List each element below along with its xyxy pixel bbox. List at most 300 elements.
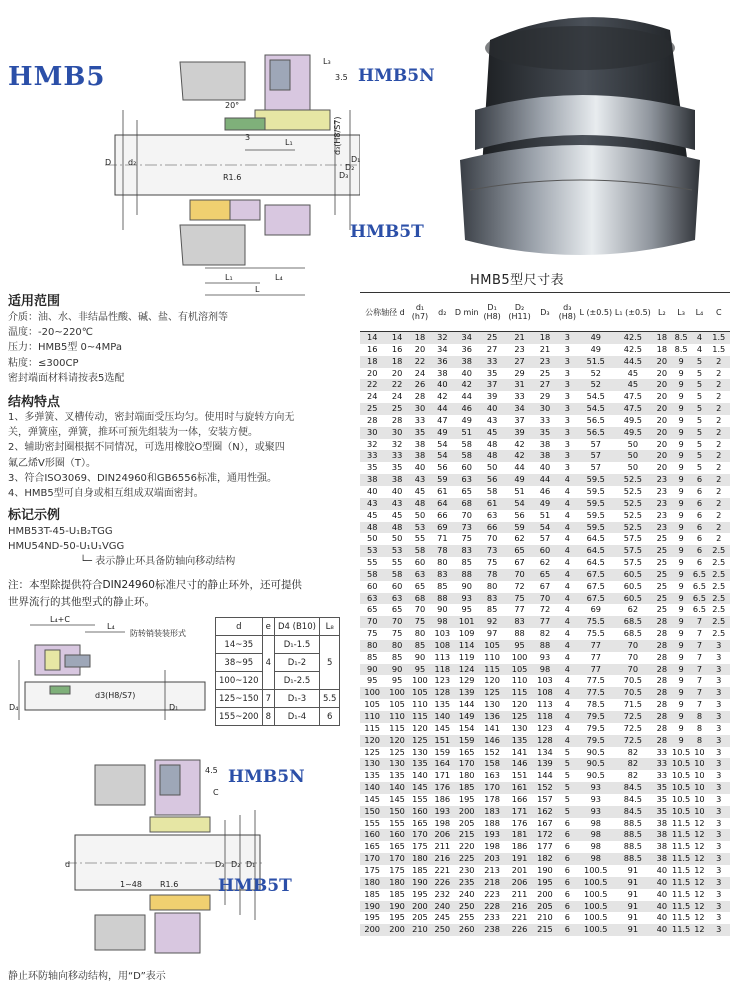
table-cell: 145 (384, 794, 409, 806)
table-cell: 59.5 (579, 474, 614, 486)
table-cell: 9 (671, 391, 691, 403)
table-row (360, 841, 730, 853)
table-cell: 6 (691, 557, 707, 569)
table-cell: 3 (708, 687, 730, 699)
table-cell: 6 (556, 889, 578, 901)
table-cell: 4 (556, 474, 578, 486)
table-row (360, 403, 730, 415)
table-cell: 50 (384, 533, 409, 545)
table-cell: 33 (479, 356, 505, 368)
table-cell: 3 (708, 747, 730, 759)
d3-small-label: d3(H8/S7) (95, 691, 136, 700)
table-cell: 88.5 (613, 818, 653, 830)
table-cell: 11.5 (672, 912, 691, 923)
table-cell: 90 (455, 581, 479, 593)
table-cell: 75 (360, 628, 384, 640)
table-cell: 100.5 (579, 901, 614, 913)
table-cell: 6.5 (692, 592, 706, 603)
table-cell: 38 (653, 829, 671, 841)
table-cell: 233 (479, 912, 505, 924)
table-cell: 216 (430, 853, 454, 865)
table-row (360, 687, 730, 699)
table-cell: 62 (613, 604, 653, 616)
table-cell: 54.5 (579, 403, 614, 415)
table-cell: 216 (505, 901, 533, 913)
table-cell: 6 (556, 865, 578, 877)
deg20-label: 20° (225, 101, 240, 110)
table-cell: 64.5 (579, 557, 614, 569)
table-cell: 9 (671, 569, 691, 581)
table-cell: 77 (534, 616, 556, 628)
table-cell: 25 (534, 368, 556, 380)
table-cell: 98 (579, 829, 614, 841)
table-row (360, 498, 730, 510)
d1-bottom-label: D₁ (246, 860, 256, 869)
table-cell: 72.5 (613, 711, 653, 723)
table-cell: 154 (455, 723, 479, 735)
table-cell: 44 (534, 474, 556, 486)
table-cell: 178 (479, 794, 505, 806)
table-cell: 221 (430, 865, 454, 877)
table-cell: 40 (430, 379, 454, 391)
table-cell: 22 (360, 379, 384, 391)
table-cell: 134 (534, 747, 556, 759)
table-cell: 120 (360, 735, 384, 747)
scope-lines (8, 310, 228, 386)
table-cell: 33 (410, 415, 430, 427)
table-cell: 7 (691, 699, 707, 711)
table-cell: 3 (556, 356, 578, 368)
table-cell: 260 (455, 924, 479, 936)
table-cell: 123 (430, 675, 454, 687)
table-cell: 10 (691, 758, 707, 770)
table-cell: 80 (410, 628, 430, 640)
table-cell: 190 (410, 877, 430, 889)
table-cell: 4 (556, 616, 578, 628)
table-row (360, 675, 730, 687)
table-cell: 65 (534, 569, 556, 581)
table-cell: 29 (534, 391, 556, 403)
d-label: D (105, 158, 112, 167)
table-cell: 20 (653, 462, 671, 474)
table-row (360, 723, 730, 735)
table-cell: 77 (505, 604, 533, 616)
table-cell: 20 (360, 368, 384, 380)
table-cell: 155 (384, 818, 409, 830)
size-table-header (360, 293, 730, 332)
table-cell: 82 (613, 758, 653, 770)
table-cell: 9 (671, 687, 691, 699)
table-cell: 77.5 (579, 687, 614, 699)
table-cell: 140 (384, 782, 409, 794)
table-cell: 105 (505, 664, 533, 676)
table-cell: 5 (691, 368, 707, 380)
table-cell: 18 (653, 344, 671, 356)
table-cell: 95 (410, 664, 430, 676)
table-cell: 198 (479, 841, 505, 853)
table-cell: 160 (360, 829, 384, 841)
table-row (360, 616, 730, 628)
table-cell: 28 (653, 735, 671, 747)
table-cell: 70 (534, 593, 556, 605)
table-cell: 66 (479, 522, 505, 534)
table-cell: 56.5 (579, 415, 614, 427)
table-cell: 16 (384, 344, 409, 356)
table-cell: 22 (410, 356, 430, 368)
th-l4: L₄ (691, 293, 707, 332)
table-cell: 57 (534, 533, 556, 545)
table-cell: 3 (556, 379, 578, 391)
table-cell: 180 (384, 877, 409, 889)
table-cell: 70 (455, 510, 479, 522)
table-cell: 95 (505, 640, 533, 652)
table-cell: 2 (708, 450, 730, 462)
table-row (360, 486, 730, 498)
table-cell: 4 (556, 711, 578, 723)
table-cell: 24 (384, 391, 409, 403)
table-cell: 52.5 (613, 522, 653, 534)
table-cell: 90.5 (579, 770, 614, 782)
table-cell: 100 (505, 652, 533, 664)
table-row (360, 794, 730, 806)
table-cell: 2 (708, 439, 730, 451)
table-cell: 3 (708, 853, 730, 865)
table-cell: 38 (653, 818, 671, 830)
l4-label: L₄ (275, 273, 283, 282)
table-cell: 115 (360, 723, 384, 735)
table-cell: 3 (708, 841, 730, 853)
table-cell: 69 (430, 522, 454, 534)
small-th-d4: D4 (B10) (275, 618, 320, 636)
table-cell: 75.5 (579, 628, 614, 640)
table-cell: 3 (556, 427, 578, 439)
table-cell: 5 (691, 462, 707, 474)
table-cell: 175 (410, 841, 430, 853)
table-cell: 150 (384, 806, 409, 818)
table-cell: 4 (556, 486, 578, 498)
table-row (360, 865, 730, 877)
table-cell: 40 (479, 403, 505, 415)
table-cell: 6.5 (692, 580, 706, 591)
table-cell: 12 (691, 889, 707, 901)
table-cell: 31 (505, 379, 533, 391)
table-cell: 6 (691, 522, 707, 534)
table-cell: 75 (410, 616, 430, 628)
table-cell: 3 (708, 865, 730, 877)
table-cell: 9 (671, 379, 691, 391)
table-cell: 4 (556, 557, 578, 569)
table-cell: 198 (430, 818, 454, 830)
table-cell: 163 (479, 770, 505, 782)
table-row (360, 545, 730, 557)
table-cell: 80 (384, 640, 409, 652)
table-cell: 201 (505, 865, 533, 877)
table-cell: 11.5 (672, 841, 691, 852)
scope-line: 温度：-20~220℃ (8, 327, 94, 339)
table-cell: 28 (360, 415, 384, 427)
feature-line: 4、HMB5型可自身或相互组成双端面密封。 (8, 488, 204, 500)
table-cell: 32 (430, 332, 454, 344)
table-cell: 67.5 (579, 593, 614, 605)
th-l3: L₃ (671, 293, 691, 332)
table-cell: 45 (360, 510, 384, 522)
table-cell: 91 (613, 865, 653, 877)
table-cell: 42.5 (613, 332, 653, 344)
table-cell: 46 (534, 486, 556, 498)
three-label: 3 (245, 133, 251, 142)
table-cell: 245 (430, 912, 454, 924)
table-cell: 113 (534, 699, 556, 711)
table-cell: 165 (455, 747, 479, 759)
table-cell: 70.5 (613, 675, 653, 687)
table-cell: 85 (360, 652, 384, 664)
table-cell: 78 (430, 545, 454, 557)
table-cell: 2.5 (708, 569, 730, 581)
table-cell: 95 (455, 604, 479, 616)
table-row (360, 593, 730, 605)
table-cell: 166 (505, 794, 533, 806)
table-cell: 35 (384, 462, 409, 474)
table-cell: 180 (360, 877, 384, 889)
table-cell: 3 (708, 699, 730, 711)
table-cell: 28 (653, 628, 671, 640)
table-cell: 42 (505, 439, 533, 451)
table-cell: 64.5 (579, 545, 614, 557)
table-cell: 60 (410, 557, 430, 569)
table-cell: 12 (691, 865, 707, 877)
table-cell: 125 (384, 747, 409, 759)
table-cell: 215 (455, 829, 479, 841)
table-cell: 159 (455, 735, 479, 747)
table-cell: 16 (360, 344, 384, 356)
table-cell: 2.5 (708, 557, 730, 569)
table-cell: 4 (556, 735, 578, 747)
table-cell: 90 (410, 652, 430, 664)
d4-small-label: D₄ (9, 703, 19, 712)
table-cell: 213 (479, 865, 505, 877)
th-l2: L₂ (653, 293, 671, 332)
table-cell: 10.5 (672, 746, 691, 757)
table-cell: 115 (384, 723, 409, 735)
table-cell: 155 (410, 794, 430, 806)
table-cell: 90.5 (579, 758, 614, 770)
table-cell: 10 (691, 806, 707, 818)
table-cell: 2.5 (708, 616, 730, 628)
table-cell: 51 (534, 510, 556, 522)
d3-label: D₃ (339, 171, 349, 180)
table-cell: 9 (671, 628, 691, 640)
table-cell: 51 (505, 486, 533, 498)
table-cell: 32 (384, 439, 409, 451)
table-cell: 6 (691, 510, 707, 522)
th-dmin: D min (455, 293, 479, 332)
table-cell: 135 (430, 699, 454, 711)
table-cell: 52.5 (613, 486, 653, 498)
table-cell: 80 (430, 557, 454, 569)
table-cell: 95 (360, 675, 384, 687)
table-cell: 68.5 (613, 616, 653, 628)
table-cell: 9 (671, 711, 691, 723)
table-cell: 9 (671, 664, 691, 676)
table-cell: 6 (556, 853, 578, 865)
table-row (360, 747, 730, 759)
th-c: C (708, 293, 730, 332)
variant-n-label: HMB5N (358, 66, 435, 86)
table-cell: 65 (505, 545, 533, 557)
d3-bottom-label: D₃ (215, 860, 225, 869)
table-cell: 150 (360, 806, 384, 818)
table-cell: 49 (430, 427, 454, 439)
table-cell: 8 (691, 723, 707, 735)
table-row (360, 557, 730, 569)
table-cell: 53 (384, 545, 409, 557)
table-cell: 42 (455, 379, 479, 391)
table-cell: 9 (671, 652, 691, 664)
table-cell: 7 (691, 687, 707, 699)
table-cell: 9 (671, 593, 691, 605)
table-cell: 2 (708, 403, 730, 415)
table-cell: 105 (410, 687, 430, 699)
table-cell: 157 (534, 794, 556, 806)
table-cell: 195 (410, 889, 430, 901)
th-l: L (±0.5) (579, 293, 614, 332)
table-cell: 88 (455, 569, 479, 581)
table-cell: 2 (708, 379, 730, 391)
table-cell: 120 (384, 735, 409, 747)
table-cell: 250 (455, 901, 479, 913)
table-cell: 185 (410, 865, 430, 877)
table-cell: 11.5 (672, 829, 691, 840)
table-cell: 200 (410, 901, 430, 913)
pin-label: 防转销装装形式 (130, 629, 186, 638)
table-cell: 211 (430, 841, 454, 853)
table-cell: 50 (613, 462, 653, 474)
table-cell: 9 (671, 522, 691, 534)
table-cell: 250 (430, 924, 454, 936)
th-d2: d₂ (430, 293, 454, 332)
table-cell: 4 (556, 593, 578, 605)
table-row (360, 877, 730, 889)
table-cell: 58 (384, 569, 409, 581)
table-cell: 92 (479, 616, 505, 628)
table-cell: 91 (613, 901, 653, 913)
small-table-row: 155~200 8 D₁-4 6 (216, 708, 340, 726)
table-cell: 128 (430, 687, 454, 699)
table-cell: 190 (360, 901, 384, 913)
table-cell: 59.5 (579, 498, 614, 510)
table-cell: 45 (613, 379, 653, 391)
table-cell: 155 (360, 818, 384, 830)
table-cell: 70 (360, 616, 384, 628)
table-cell: 170 (455, 758, 479, 770)
table-cell: 39 (505, 427, 533, 439)
table-cell: 128 (534, 735, 556, 747)
feature-line: 氟乙烯V形圈（T）。 (8, 457, 96, 469)
table-cell: 226 (505, 924, 533, 936)
table-cell: 84.5 (613, 794, 653, 806)
table-cell: 60 (534, 545, 556, 557)
table-cell: 59.5 (579, 486, 614, 498)
table-cell: 59 (430, 474, 454, 486)
table-cell: 38 (384, 474, 409, 486)
table-cell: 57.5 (613, 557, 653, 569)
table-cell: 28 (653, 616, 671, 628)
table-cell: 4 (556, 723, 578, 735)
table-cell: 59.5 (579, 522, 614, 534)
table-cell: 36 (455, 344, 479, 356)
table-cell: 152 (479, 747, 505, 759)
table-cell: 58 (455, 450, 479, 462)
table-row (360, 332, 730, 344)
table-cell: 3 (556, 391, 578, 403)
table-cell: 191 (505, 853, 533, 865)
note: 注：本型除提供符合DIN24960标准尺寸的静止环外，还可提供 世界流行的其他型式的静止环。 (8, 579, 302, 608)
table-cell: 25 (479, 332, 505, 344)
table-cell: 12 (691, 829, 707, 841)
small-th-l8: L₈ (319, 618, 340, 636)
table-cell: 51 (455, 427, 479, 439)
table-cell: 110 (410, 699, 430, 711)
seal-product-photo (430, 0, 730, 265)
table-row (360, 853, 730, 865)
table-cell: 6 (556, 818, 578, 830)
table-cell: 63 (410, 569, 430, 581)
table-cell: 5 (556, 794, 578, 806)
table-cell: 203 (479, 853, 505, 865)
table-cell: 210 (410, 924, 430, 936)
table-cell: 7 (691, 675, 707, 687)
feature-line: 3、符合ISO3069、DIN24960和GB6556标准，通用性强。 (8, 472, 277, 484)
table-cell: 4 (556, 699, 578, 711)
table-cell: 45 (410, 486, 430, 498)
table-cell: 28 (653, 687, 671, 699)
table-cell: 182 (534, 853, 556, 865)
table-cell: 83 (455, 545, 479, 557)
table-cell: 6 (691, 474, 707, 486)
table-cell: 9 (671, 368, 691, 380)
table-cell: 23 (534, 356, 556, 368)
table-cell: 4 (556, 498, 578, 510)
table-cell: 47.5 (613, 391, 653, 403)
d2c-label: D₂ (345, 163, 355, 172)
dim45-label: 4.5 (205, 766, 218, 775)
table-cell: 125 (360, 747, 384, 759)
table-cell: 88 (534, 640, 556, 652)
table-cell: 205 (534, 901, 556, 913)
table-cell: 149 (455, 711, 479, 723)
table-cell: 6 (556, 877, 578, 889)
table-cell: 9 (671, 723, 691, 735)
table-cell: 100.5 (579, 865, 614, 877)
table-cell: 43 (479, 415, 505, 427)
table-cell: 35 (653, 806, 671, 818)
table-cell: 12 (691, 901, 707, 913)
table-cell: 93 (534, 652, 556, 664)
table-cell: 210 (534, 912, 556, 924)
scope-line: 介质：油、水、非结晶性酸、碱、盐、有机溶剂等 (8, 312, 228, 323)
table-cell: 238 (479, 924, 505, 936)
table-cell: 100.5 (579, 877, 614, 889)
table-cell: 100 (360, 687, 384, 699)
table-cell: 25 (653, 569, 671, 581)
r16-label: R1.6 (223, 173, 242, 182)
anti-rotation-drawing (5, 610, 210, 730)
table-cell: 2 (708, 486, 730, 498)
table-cell: 38 (410, 450, 430, 462)
table-cell: 44 (505, 462, 533, 474)
table-row (360, 356, 730, 368)
table-cell: 3 (708, 664, 730, 676)
